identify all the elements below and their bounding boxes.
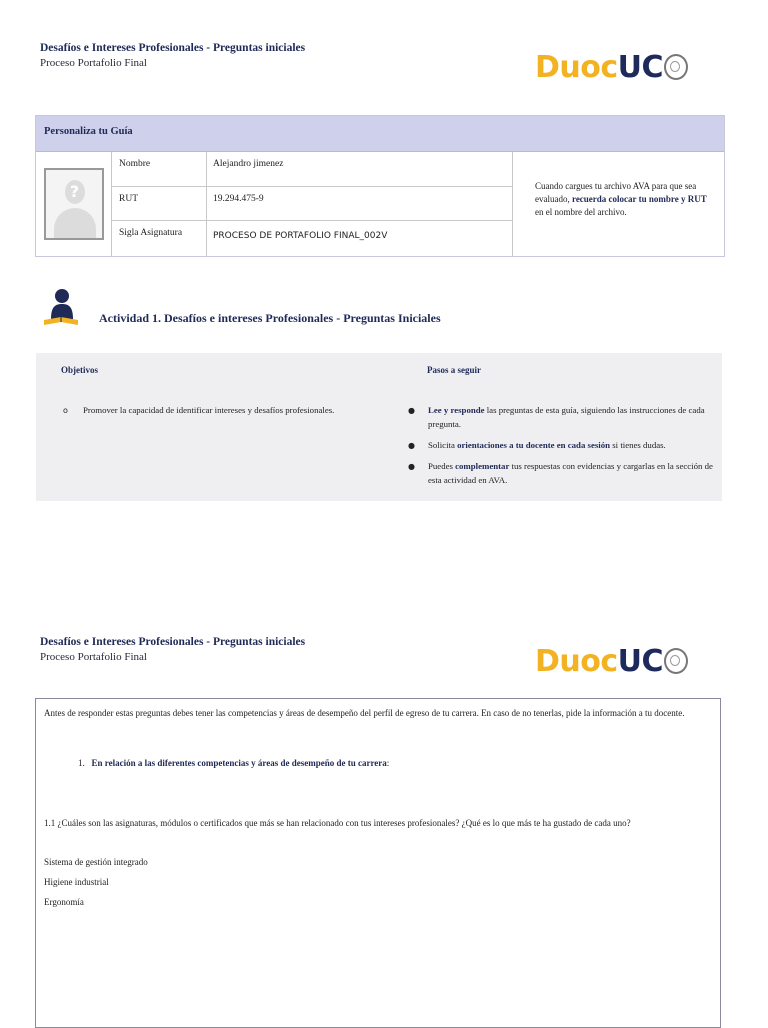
pasos-title: Pasos a seguir bbox=[427, 365, 481, 375]
paso-item bbox=[408, 404, 716, 431]
paso-text: Solicita bbox=[428, 440, 458, 450]
paso-bold: complementar bbox=[455, 461, 510, 471]
circle-bullet-icon: ● bbox=[408, 462, 415, 471]
section-colon: : bbox=[386, 758, 390, 768]
intro-text: Antes de responder estas preguntas debes tener las competencias y áreas de desempeño del perfil de egreso de tu carrera. En caso de no tenerlas, pide la información a tu docente. bbox=[44, 708, 685, 718]
question-1-1: 1.1 ¿Cuáles son las asignaturas, módulos o certificados que más se han relacionado con tus intereses profesionales? ¿Qué es lo que más te ha gustado de cada uno? bbox=[44, 818, 631, 828]
field-label: Nombre bbox=[112, 152, 207, 186]
upload-note bbox=[513, 152, 724, 256]
paso-item bbox=[408, 460, 716, 487]
duoc-uc-logo bbox=[535, 50, 688, 85]
page2-subtitle: Proceso Portafolio Final bbox=[40, 651, 147, 663]
person-reading-icon bbox=[40, 287, 82, 329]
field-value-rut[interactable]: 19.294.475-9 bbox=[213, 193, 264, 204]
page2-title: Desafíos e Intereses Profesionales - Preguntas iniciales bbox=[40, 636, 306, 648]
field-value-sigla[interactable]: PROCESO DE PORTAFOLIO FINAL_002V bbox=[213, 231, 388, 241]
objetivo-text: Promover la capacidad de identificar intereses y desafíos profesionales. bbox=[83, 405, 335, 415]
student-fields bbox=[112, 152, 513, 256]
logo-duoc-text: Duoc bbox=[535, 50, 618, 85]
answer-line[interactable]: Ergonomía bbox=[44, 897, 84, 907]
activity-title: Actividad 1. Desafíos e intereses Profesionales - Preguntas Iniciales bbox=[99, 311, 441, 325]
section-bold: En relación a las diferentes competencias y áreas de desempeño de tu carrera bbox=[91, 758, 387, 768]
uc-seal-icon bbox=[664, 54, 688, 80]
objetivos-title: Objetivos bbox=[61, 365, 98, 375]
note-bold: recuerda colocar tu nombre bbox=[571, 194, 679, 204]
objectives-panel bbox=[36, 353, 722, 501]
objetivo-item bbox=[63, 404, 403, 418]
paso-text: tus respuestas con evidencias y cargarlas en la sección de esta actividad en AVA. bbox=[428, 461, 713, 485]
answer-line[interactable]: Sistema de gestión integrado bbox=[44, 857, 148, 867]
logo-uc-text: UC bbox=[617, 644, 664, 679]
logo-uc-text: UC bbox=[617, 50, 664, 85]
photo-cell bbox=[36, 152, 112, 256]
paso-item bbox=[408, 439, 716, 453]
note-bold: y bbox=[678, 194, 688, 204]
note-text: en el nombre del archivo. bbox=[535, 207, 627, 217]
doc-title: Desafíos e Intereses Profesionales - Preguntas iniciales bbox=[40, 42, 306, 54]
field-row-rut bbox=[112, 187, 512, 222]
circle-bullet-icon: ● bbox=[408, 441, 415, 450]
field-label: RUT bbox=[112, 187, 207, 221]
field-value-nombre[interactable]: Alejandro jimenez bbox=[213, 159, 284, 169]
note-text: Cuando cargues tu archivo AVA para que sea evaluado, bbox=[535, 181, 697, 204]
field-row-sigla bbox=[112, 221, 512, 256]
section-number: 1. bbox=[78, 758, 85, 768]
user-placeholder-icon: ? bbox=[44, 168, 104, 240]
note-bold: RUT bbox=[687, 194, 707, 204]
logo-duoc-text: Duoc bbox=[535, 644, 618, 679]
questions-box bbox=[35, 698, 721, 1028]
field-label: Sigla Asignatura bbox=[112, 221, 207, 256]
section-heading bbox=[78, 758, 389, 768]
field-row-nombre bbox=[112, 152, 512, 187]
circle-bullet-icon: o bbox=[63, 406, 68, 415]
paso-bold: Lee y responde bbox=[428, 405, 485, 415]
doc-subtitle: Proceso Portafolio Final bbox=[40, 57, 147, 69]
circle-bullet-icon: ● bbox=[408, 406, 415, 415]
personaliza-table bbox=[35, 115, 725, 257]
paso-bold: orientaciones a tu docente en cada sesión bbox=[457, 440, 611, 450]
duoc-uc-logo bbox=[535, 644, 688, 679]
personaliza-title: Personaliza tu Guía bbox=[36, 116, 724, 152]
answer-line[interactable]: Higiene industrial bbox=[44, 877, 109, 887]
uc-seal-icon bbox=[664, 648, 688, 674]
paso-text: las preguntas de esta guía, siguiendo las instrucciones de cada pregunta. bbox=[428, 405, 705, 429]
paso-text: si tienes dudas. bbox=[610, 440, 666, 450]
paso-text: Puedes bbox=[428, 461, 456, 471]
